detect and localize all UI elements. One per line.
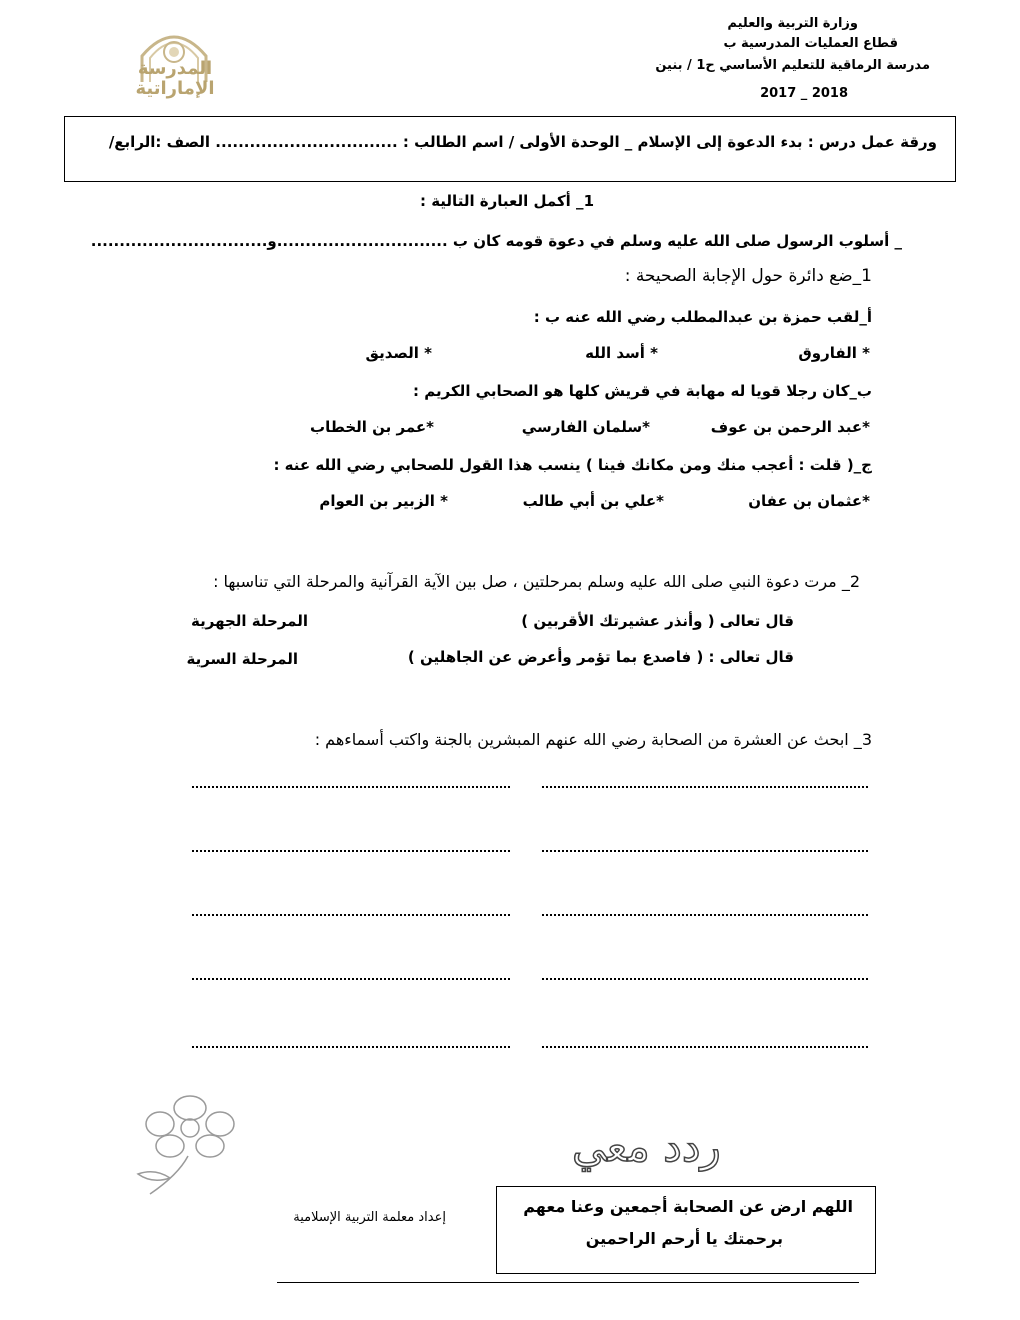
option-b2[interactable]: *سلمان الفارسي — [521, 418, 650, 436]
sector-name: قطاع العمليات المدرسية ب — [723, 36, 898, 51]
section-circle-heading: 1_ضع دائرة حول الإجابة الصحيحة : — [624, 266, 872, 286]
answer-line[interactable] — [542, 1046, 868, 1048]
prayer-line-2: برحمتك يا أرحم الراحمين — [585, 1229, 783, 1248]
answer-line[interactable] — [542, 978, 868, 980]
answer-line[interactable] — [192, 978, 510, 980]
academic-year: 2018 _ 2017 — [760, 86, 848, 101]
option-b1[interactable]: *عبد الرحمن بن عوف — [710, 418, 870, 436]
question-c: ج_( قلت : أعجب منك ومن مكانك فينا ) ينسب هذا القول للصحابي رضي الله عنه : — [273, 456, 872, 474]
school-name: مدرسة الرماقية للتعليم الأساسي ح1 / بنين — [655, 58, 930, 73]
flower-drawing — [130, 1090, 250, 1200]
stage-secret: المرحلة السرية — [186, 650, 298, 668]
prayer-line-1: اللهم ارض عن الصحابة أجمعين وعنا معهم — [523, 1197, 853, 1216]
answer-line[interactable] — [542, 786, 868, 788]
verse-2: قال تعالى : ( فاصدع بما تؤمر وأعرض عن الجاهلين ) — [407, 648, 794, 666]
answer-line[interactable] — [542, 914, 868, 916]
option-a2[interactable]: * أسد الله — [585, 344, 658, 362]
stage-public: المرحلة الجهرية — [191, 612, 308, 630]
school-logo — [122, 22, 226, 104]
option-c2[interactable]: *علي بن أبي طالب — [522, 492, 664, 510]
section-research-heading: 3_ ابحث عن العشرة من الصحابة رضي الله عنهم المبشرين بالجنة واكتب أسماءهم : — [314, 730, 872, 749]
prepared-by: إعداد معلمة التربية الإسلامية — [293, 1210, 446, 1225]
option-a3[interactable]: * الصديق — [365, 344, 432, 362]
verse-1: قال تعالى ( وأنذر عشيرتك الأقربين ) — [521, 612, 794, 630]
option-a1[interactable]: * الفاروق — [798, 344, 870, 362]
answer-line[interactable] — [542, 850, 868, 852]
answer-line[interactable] — [192, 914, 510, 916]
option-c3[interactable]: * الزبير بن العوام — [319, 492, 448, 510]
option-c1[interactable]: *عثمان بن عفان — [748, 492, 870, 510]
question-b: ب_كان رجلا قويا له مهابة في قريش كلها هو الصحابي الكريم : — [413, 382, 872, 400]
logo-text-2: الإماراتية — [135, 78, 215, 99]
worksheet-title: ورقة عمل درس : بدء الدعوة إلى الإسلام _ الوحدة الأولى / اسم الطالب : ................................ الصف :الرابع/ — [108, 133, 937, 151]
flower-icon — [130, 1090, 250, 1200]
ministry-name: وزارة التربية والعليم — [727, 16, 858, 31]
logo-text-1: المدرسة — [137, 58, 213, 79]
worksheet-title-box — [64, 116, 956, 182]
repeat-with-me-heading: ردد معي — [572, 1122, 721, 1171]
answer-line[interactable] — [192, 1046, 510, 1048]
answer-line[interactable] — [192, 786, 510, 788]
section-complete-heading: 1_ أكمل العبارة التالية : — [419, 192, 594, 210]
section-match-heading: 2_ مرت دعوة النبي صلى الله عليه وسلم بمرحلتين ، صل بين الآية القرآنية والمرحلة التي تناسبها : — [213, 572, 860, 591]
option-b3[interactable]: *عمر بن الخطاب — [310, 418, 434, 436]
bottom-rule — [277, 1282, 859, 1283]
prayer-box — [496, 1186, 876, 1274]
answer-line[interactable] — [192, 850, 510, 852]
question-a: أ_لقب حمزة بن عبدالمطلب رضي الله عنه ب : — [533, 308, 872, 326]
section-complete-statement: _ أسلوب الرسول صلى الله عليه وسلم في دعوة قومه كان ب ..............................و............................... — [90, 232, 902, 250]
